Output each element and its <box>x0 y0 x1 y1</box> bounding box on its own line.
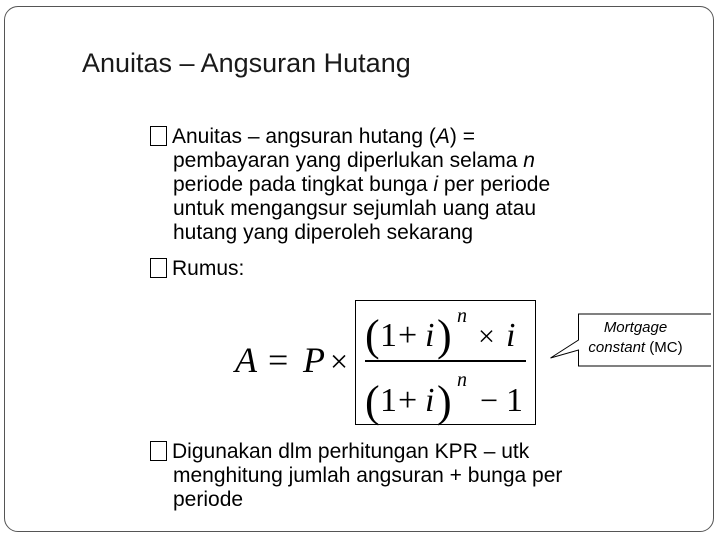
numerator-times: × <box>478 320 495 353</box>
numerator-close-paren: ) <box>437 311 452 360</box>
bullet3-line-3: periode <box>173 488 244 511</box>
denominator-one-b: 1 <box>506 382 523 419</box>
callout-line-2 <box>565 338 706 358</box>
var-a: A <box>435 125 450 148</box>
numerator-i2: i <box>506 317 516 354</box>
bullet-marker-icon <box>150 126 167 146</box>
line3-text: periode pada tingkat bunga <box>173 173 434 196</box>
denominator-one: 1 <box>380 382 397 419</box>
formula-lhs: A <box>235 340 257 380</box>
formula-image <box>230 300 540 430</box>
bullet3-line-1: Digunakan dlm perhitungan KPR – utk <box>172 440 530 463</box>
numerator-i: i <box>425 317 435 354</box>
bullet-line-2 <box>150 149 550 173</box>
formula-p: P <box>303 340 325 380</box>
callout-line-1 <box>565 318 706 338</box>
denominator-minus: − <box>480 382 499 418</box>
line2-text: pembayaran yang diperlukan selama <box>173 149 524 172</box>
numerator-plus: + <box>398 317 418 354</box>
callout-constant: constant <box>588 339 646 356</box>
bullet-rumus <box>150 257 244 281</box>
bullet3-line-2: menghitung jumlah angsuran + bunga per <box>173 464 563 487</box>
denominator-close-paren: ) <box>437 377 452 426</box>
bullet-anuitas-definition <box>150 125 550 245</box>
bullet-marker-icon <box>150 258 167 278</box>
bullet-marker-icon <box>150 441 167 461</box>
formula-times: × <box>330 343 349 379</box>
denominator-exp-n: n <box>457 369 467 391</box>
bullet-digunakan <box>150 440 562 512</box>
bullet-line-5: hutang yang diperoleh sekarang <box>173 221 474 244</box>
var-n: n <box>523 149 535 172</box>
callout-mortgage: Mortgage <box>603 319 668 336</box>
var-i: i <box>433 173 439 196</box>
bullet-after-a: ) = <box>449 125 475 148</box>
callout-text <box>565 318 706 358</box>
numerator-one: 1 <box>380 317 397 354</box>
formula-equals: = <box>268 340 289 380</box>
numerator-exp-n: n <box>457 305 467 327</box>
line3-post: per periode <box>438 173 551 196</box>
bullet-rumus-text: Rumus: <box>172 257 245 280</box>
bullet-line-4: untuk mengangsur sejumlah uang atau <box>173 197 537 220</box>
denominator-open-paren: ( <box>365 377 380 426</box>
bullet-line-3 <box>150 173 550 197</box>
callout-mc: (MC) <box>645 339 683 356</box>
slide-title: Anuitas – Angsuran Hutang <box>82 48 411 78</box>
denominator-plus: + <box>398 382 418 419</box>
bullet-lead: Anuitas – angsuran hutang ( <box>172 125 436 148</box>
numerator-open-paren: ( <box>365 311 380 360</box>
denominator-i: i <box>425 382 435 419</box>
